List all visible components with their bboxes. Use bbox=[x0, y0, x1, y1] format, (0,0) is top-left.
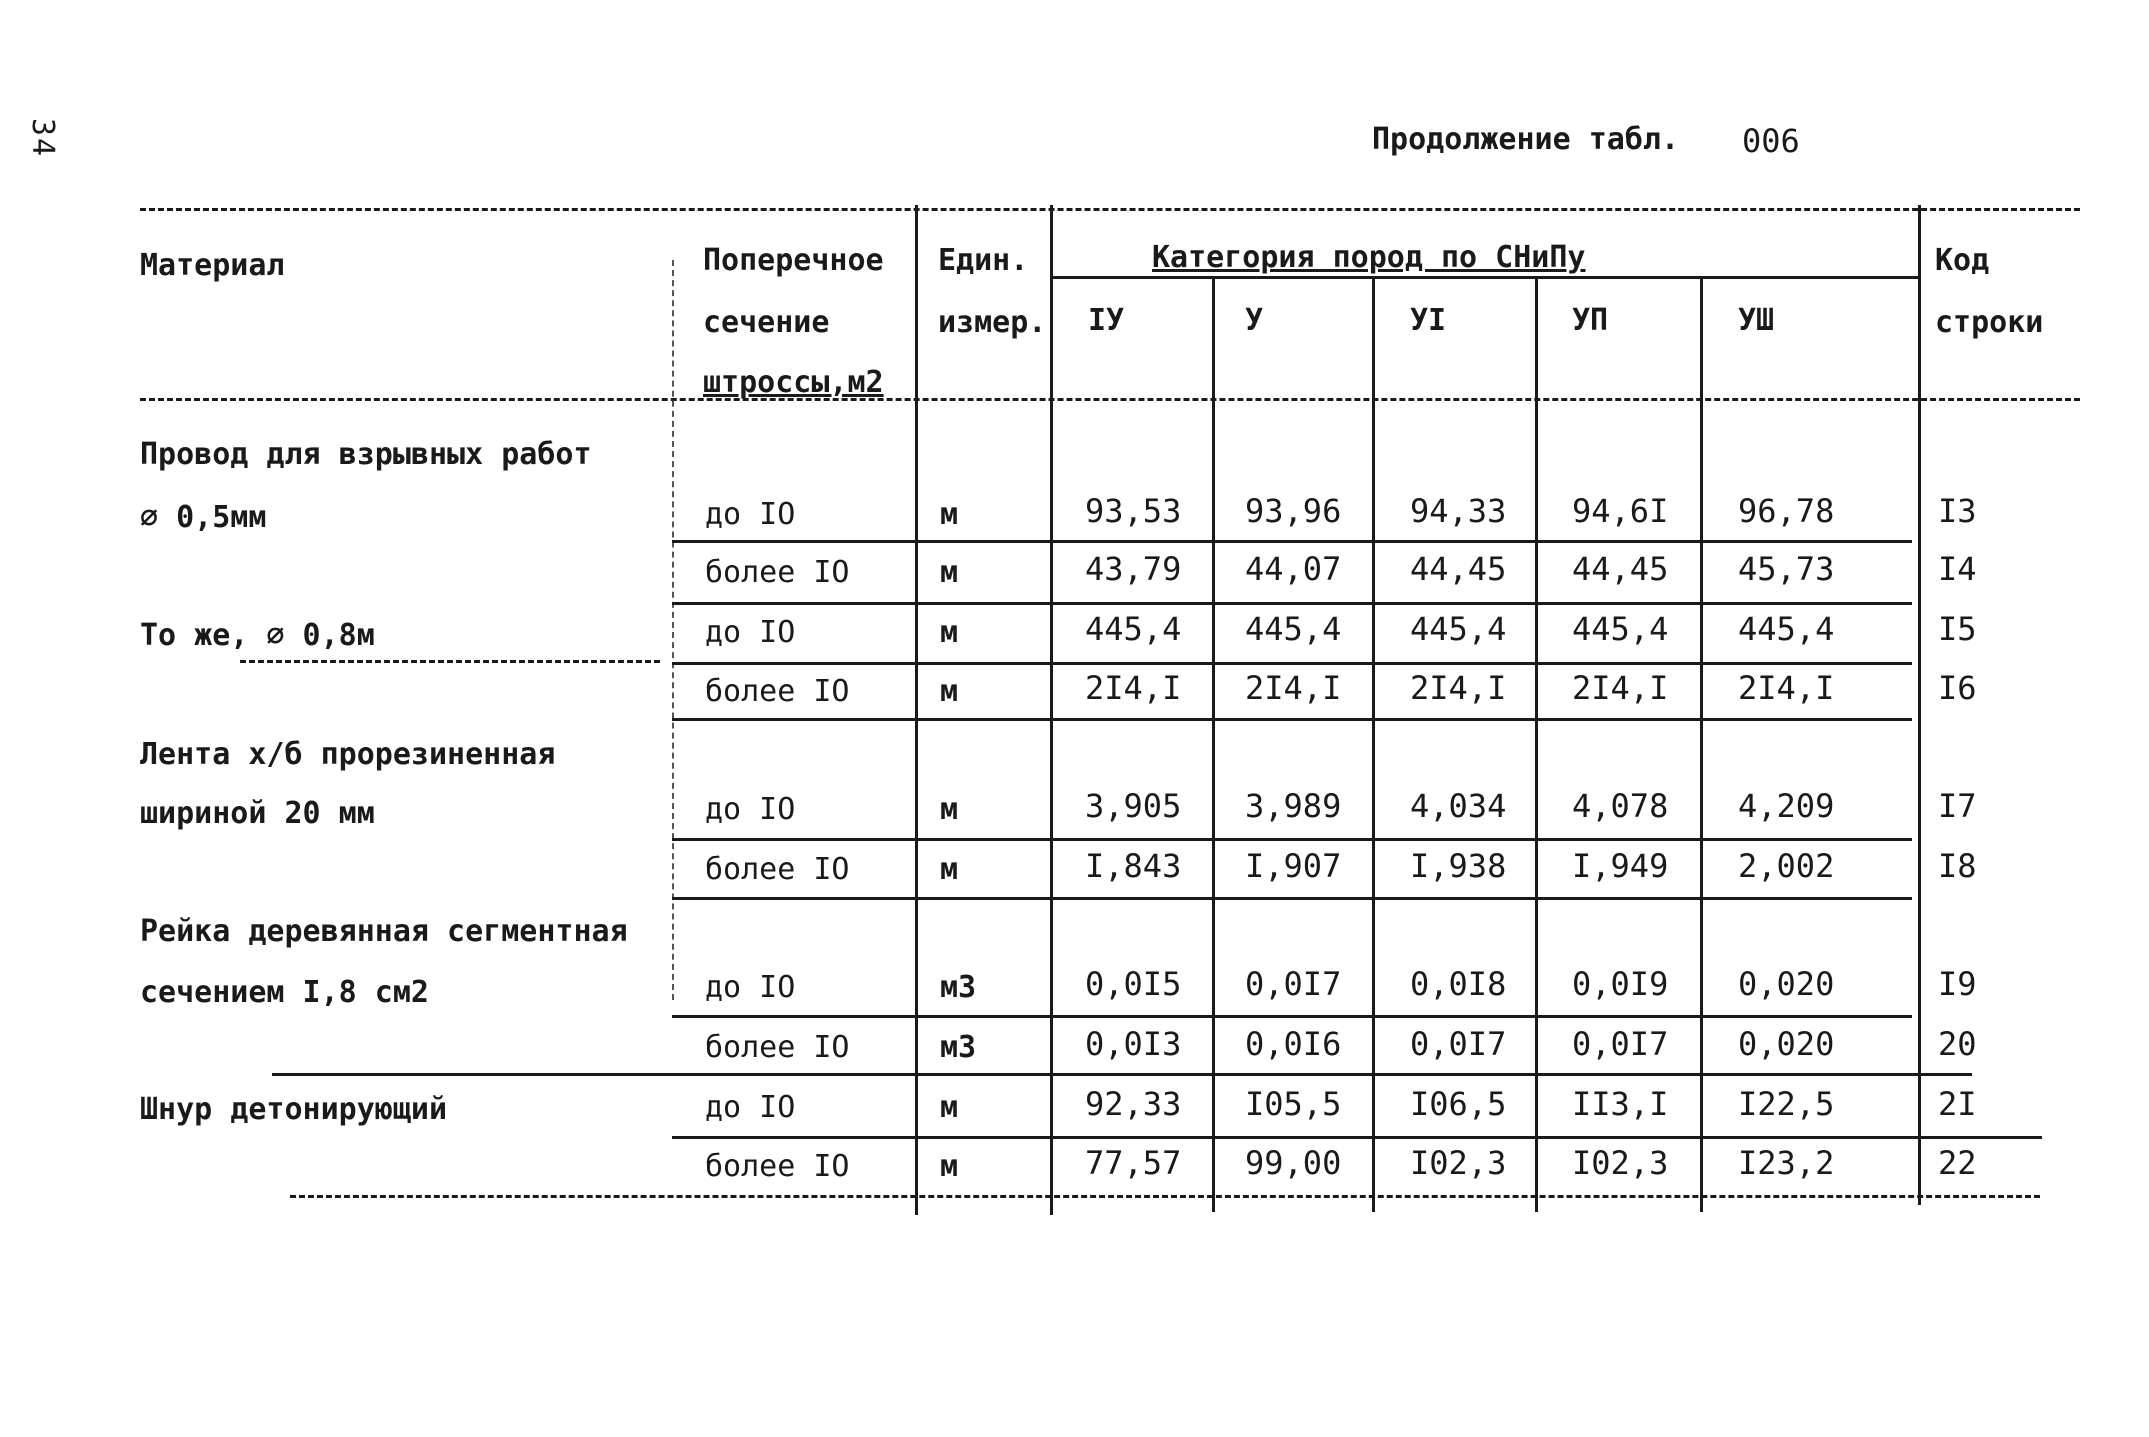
header-bottom-rule bbox=[140, 398, 2080, 401]
row-1-val-4: 94,6I bbox=[1572, 492, 1669, 530]
row-8-code: 20 bbox=[1938, 1025, 1977, 1063]
row-1-unit: м bbox=[940, 497, 959, 532]
row-1-val-3: 94,33 bbox=[1410, 492, 1507, 530]
row-9-val-3: I06,5 bbox=[1410, 1085, 1507, 1123]
row-7-val-2: 0,0I7 bbox=[1245, 965, 1342, 1003]
row-9-val-4: II3,I bbox=[1572, 1085, 1669, 1123]
row-7-section: до IO bbox=[705, 970, 796, 1005]
row-4-val-5: 2I4,I bbox=[1738, 669, 1835, 707]
header-cat-1: IУ bbox=[1088, 303, 1125, 338]
bottom-rule bbox=[290, 1195, 2040, 1198]
row-3-val-3: 445,4 bbox=[1410, 610, 1507, 648]
row-5-val-5: 4,209 bbox=[1738, 787, 1835, 825]
material-4-line2: сечением I,8 см2 bbox=[140, 975, 429, 1010]
row-2-val-3: 44,45 bbox=[1410, 550, 1507, 588]
row-6-val-2: I,907 bbox=[1245, 847, 1342, 885]
row-2-val-4: 44,45 bbox=[1572, 550, 1669, 588]
row-4-code: I6 bbox=[1938, 669, 1977, 707]
header-section-3: штроссы,м2 bbox=[703, 365, 884, 400]
col-sep-cat2 bbox=[1212, 276, 1215, 1212]
row-9-val-5: I22,5 bbox=[1738, 1085, 1835, 1123]
row-8-val-4: 0,0I7 bbox=[1572, 1025, 1669, 1063]
row-rule-2b bbox=[240, 660, 660, 663]
row-10-val-4: I02,3 bbox=[1572, 1144, 1669, 1182]
row-5-val-3: 4,034 bbox=[1410, 787, 1507, 825]
col-sep-cat4 bbox=[1535, 276, 1538, 1212]
row-5-section: до IO bbox=[705, 792, 796, 827]
col-sep-section bbox=[672, 260, 674, 1000]
row-7-val-4: 0,0I9 bbox=[1572, 965, 1669, 1003]
material-1-line2: ∅ 0,5мм bbox=[140, 500, 267, 535]
row-10-section: более IO bbox=[705, 1149, 850, 1184]
row-8-val-3: 0,0I7 bbox=[1410, 1025, 1507, 1063]
row-7-code: I9 bbox=[1938, 965, 1977, 1003]
row-7-val-1: 0,0I5 bbox=[1085, 965, 1182, 1003]
row-7-val-5: 0,020 bbox=[1738, 965, 1835, 1003]
row-5-val-4: 4,078 bbox=[1572, 787, 1669, 825]
row-3-val-2: 445,4 bbox=[1245, 610, 1342, 648]
row-5-code: I7 bbox=[1938, 787, 1977, 825]
row-9-code: 2I bbox=[1938, 1085, 1977, 1123]
row-10-code: 22 bbox=[1938, 1144, 1977, 1182]
row-4-section: более IO bbox=[705, 674, 850, 709]
header-material: Материал bbox=[140, 248, 285, 283]
row-1-section: до IO bbox=[705, 497, 796, 532]
continuation-label: Продолжение табл. bbox=[1372, 122, 1680, 157]
row-2-code: I4 bbox=[1938, 550, 1977, 588]
row-1-val-1: 93,53 bbox=[1085, 492, 1182, 530]
category-group-rule bbox=[1050, 276, 1920, 279]
material-1-line1: Провод для взрывных работ bbox=[140, 437, 592, 472]
row-3-code: I5 bbox=[1938, 610, 1977, 648]
row-2-val-2: 44,07 bbox=[1245, 550, 1342, 588]
header-cat-2: У bbox=[1245, 303, 1264, 338]
header-cat-4: УП bbox=[1572, 303, 1609, 338]
row-1-code: I3 bbox=[1938, 492, 1977, 530]
row-6-val-3: I,938 bbox=[1410, 847, 1507, 885]
header-section-1: Поперечное bbox=[703, 243, 884, 278]
row-6-unit: м bbox=[940, 852, 959, 887]
row-5-val-2: 3,989 bbox=[1245, 787, 1342, 825]
row-5-val-1: 3,905 bbox=[1085, 787, 1182, 825]
col-sep-code bbox=[1918, 205, 1921, 1205]
row-10-val-2: 99,00 bbox=[1245, 1144, 1342, 1182]
table-number: 006 bbox=[1742, 122, 1800, 160]
row-8-section: более IO bbox=[705, 1030, 850, 1065]
row-rule-7 bbox=[672, 1015, 1912, 1018]
header-cat-3: УI bbox=[1410, 303, 1447, 338]
row-8-unit: м3 bbox=[940, 1030, 977, 1065]
row-10-val-5: I23,2 bbox=[1738, 1144, 1835, 1182]
row-7-val-3: 0,0I8 bbox=[1410, 965, 1507, 1003]
row-9-val-2: I05,5 bbox=[1245, 1085, 1342, 1123]
row-rule-5 bbox=[672, 838, 1912, 841]
row-4-val-3: 2I4,I bbox=[1410, 669, 1507, 707]
row-4-unit: м bbox=[940, 674, 959, 709]
top-rule bbox=[140, 208, 2080, 211]
row-4-val-2: 2I4,I bbox=[1245, 669, 1342, 707]
row-2-unit: м bbox=[940, 555, 959, 590]
row-9-section: до IO bbox=[705, 1090, 796, 1125]
col-sep-cat3 bbox=[1372, 276, 1375, 1212]
row-2-val-5: 45,73 bbox=[1738, 550, 1835, 588]
header-unit-1: Един. bbox=[938, 243, 1029, 278]
row-3-val-4: 445,4 bbox=[1572, 610, 1669, 648]
row-rule-1 bbox=[672, 540, 1912, 543]
row-6-val-4: I,949 bbox=[1572, 847, 1669, 885]
row-rule-4 bbox=[672, 718, 1912, 721]
row-3-unit: м bbox=[940, 615, 959, 650]
header-cat-5: УШ bbox=[1738, 303, 1775, 338]
header-unit-2: измер. bbox=[938, 305, 1047, 340]
material-2-line1: То же, ∅ 0,8м bbox=[140, 618, 375, 653]
row-rule-9 bbox=[672, 1136, 2042, 1139]
row-rule-6 bbox=[672, 897, 1912, 900]
row-9-val-1: 92,33 bbox=[1085, 1085, 1182, 1123]
row-3-val-1: 445,4 bbox=[1085, 610, 1182, 648]
row-9-unit: м bbox=[940, 1090, 959, 1125]
row-10-unit: м bbox=[940, 1149, 959, 1184]
material-3-line1: Лента х/б прорезиненная bbox=[140, 737, 556, 772]
col-sep-values bbox=[1050, 205, 1053, 1215]
row-8-val-2: 0,0I6 bbox=[1245, 1025, 1342, 1063]
row-6-section: более IO bbox=[705, 852, 850, 887]
material-5-line1: Шнур детонирующий bbox=[140, 1092, 448, 1127]
row-6-val-5: 2,002 bbox=[1738, 847, 1835, 885]
row-3-val-5: 445,4 bbox=[1738, 610, 1835, 648]
col-sep-cat5 bbox=[1700, 276, 1703, 1212]
row-1-val-5: 96,78 bbox=[1738, 492, 1835, 530]
row-10-val-1: 77,57 bbox=[1085, 1144, 1182, 1182]
row-6-val-1: I,843 bbox=[1085, 847, 1182, 885]
row-rule-8 bbox=[272, 1073, 1972, 1076]
row-8-val-1: 0,0I3 bbox=[1085, 1025, 1182, 1063]
header-code-2: строки bbox=[1935, 305, 2044, 340]
row-6-code: I8 bbox=[1938, 847, 1977, 885]
material-3-line2: шириной 20 мм bbox=[140, 796, 375, 831]
row-5-unit: м bbox=[940, 792, 959, 827]
row-1-val-2: 93,96 bbox=[1245, 492, 1342, 530]
row-10-val-3: I02,3 bbox=[1410, 1144, 1507, 1182]
header-section-2: сечение bbox=[703, 305, 830, 340]
row-7-unit: м3 bbox=[940, 970, 977, 1005]
row-2-val-1: 43,79 bbox=[1085, 550, 1182, 588]
row-2-section: более IO bbox=[705, 555, 850, 590]
row-rule-2 bbox=[672, 602, 1912, 605]
page-number: 34 bbox=[25, 118, 60, 159]
material-4-line1: Рейка деревянная сегментная bbox=[140, 914, 628, 949]
row-rule-3 bbox=[672, 662, 1912, 665]
header-category-group: Категория пород по СНиПу bbox=[1152, 240, 1586, 275]
col-sep-unit bbox=[915, 205, 918, 1215]
row-8-val-5: 0,020 bbox=[1738, 1025, 1835, 1063]
row-4-val-4: 2I4,I bbox=[1572, 669, 1669, 707]
row-4-val-1: 2I4,I bbox=[1085, 669, 1182, 707]
header-code-1: Код bbox=[1935, 243, 1990, 278]
row-3-section: до IO bbox=[705, 615, 796, 650]
